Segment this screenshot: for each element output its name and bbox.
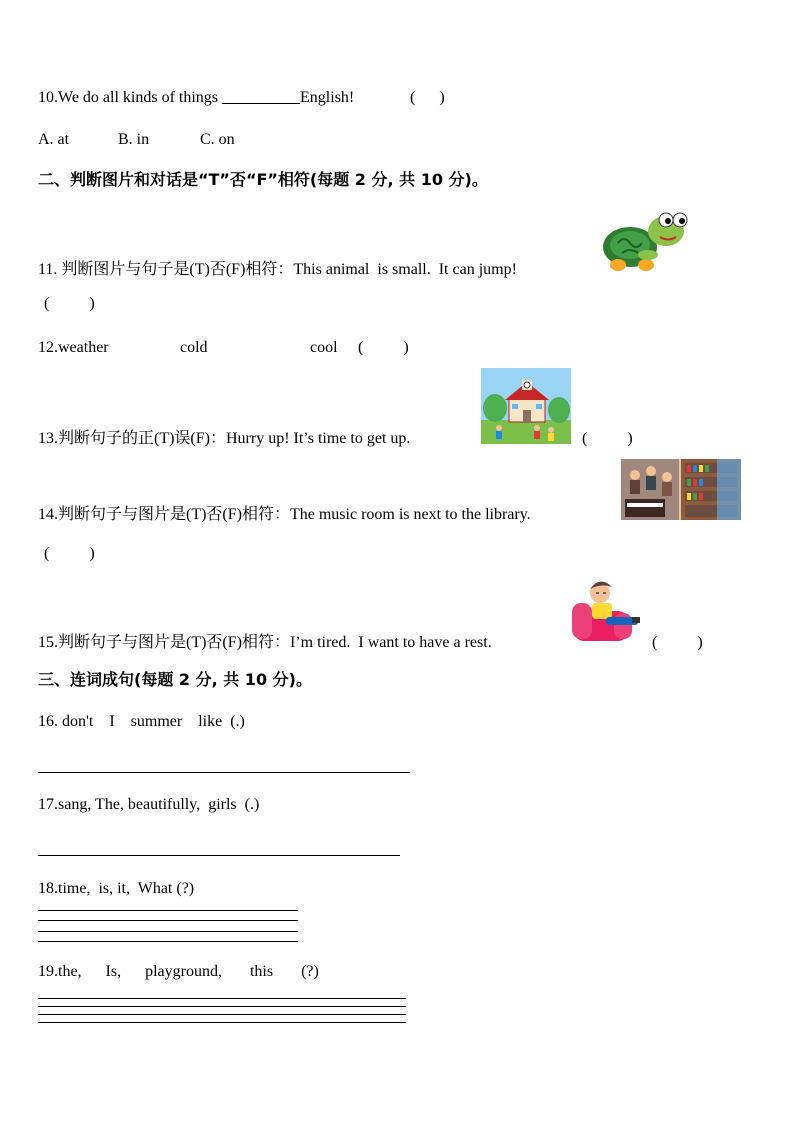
section-2-heading: 二、判断图片和对话是“T”否“F”相符(每题 2 分, 共 10 分)。 <box>38 170 488 189</box>
q13-answer-paren: ( ) <box>582 430 633 447</box>
q12-word-weather: 12.weather <box>38 339 109 356</box>
q19-answer-line-1 <box>38 998 406 999</box>
q17-answer-line <box>38 855 400 856</box>
q14-answer-paren: ( ) <box>44 545 95 562</box>
q10-text-after: English! <box>300 89 355 106</box>
q19-answer-line-4 <box>38 1022 406 1023</box>
question-11: 11. 判断图片与句子是(T)否(F)相符：This animal is small. It can jump! <box>38 261 517 278</box>
q18-answer-line-1 <box>38 910 298 911</box>
q10-answer-paren: ( ) <box>410 89 445 106</box>
q18-answer-line-3 <box>38 931 298 932</box>
q10-blank <box>222 89 300 104</box>
q10-option-b: B. in <box>118 131 150 148</box>
question-16: 16. don't I summer like (.) <box>38 713 245 730</box>
q19-answer-line-3 <box>38 1014 406 1015</box>
q15-answer-paren: ( ) <box>652 634 703 651</box>
question-19: 19.the, Is, playground, this (?) <box>38 963 319 980</box>
resting-boy-picture <box>570 577 645 647</box>
question-17: 17.sang, The, beautifully, girls (.) <box>38 796 260 813</box>
q18-answer-line-4 <box>38 941 298 942</box>
q19-answer-line-2 <box>38 1006 406 1007</box>
question-15: 15.判断句子与图片是(T)否(F)相符：I’m tired. I want to have a rest. <box>38 634 492 651</box>
school-picture <box>481 368 571 444</box>
question-10 <box>38 88 354 108</box>
question-18: 18.time, is, it, What (?) <box>38 880 195 897</box>
q12-word-cold: cold <box>180 339 208 356</box>
q18-answer-line-2 <box>38 920 298 921</box>
section-3-heading: 三、连词成句(每题 2 分, 共 10 分)。 <box>38 670 312 689</box>
music-library-picture <box>621 459 741 520</box>
turtle-picture <box>600 205 692 275</box>
q12-answer-paren: ( ) <box>358 339 409 356</box>
q12-word-cool: cool <box>310 339 338 356</box>
question-13: 13.判断句子的正(T)误(F)：Hurry up! It’s time to get up. <box>38 430 411 447</box>
q11-answer-paren: ( ) <box>44 295 95 312</box>
q16-answer-line <box>38 772 410 773</box>
question-14: 14.判断句子与图片是(T)否(F)相符：The music room is next to the library. <box>38 506 531 523</box>
q10-text-before: 10.We do all kinds of things <box>38 89 223 106</box>
q10-option-c: C. on <box>200 131 235 148</box>
q10-option-a: A. at <box>38 131 70 148</box>
